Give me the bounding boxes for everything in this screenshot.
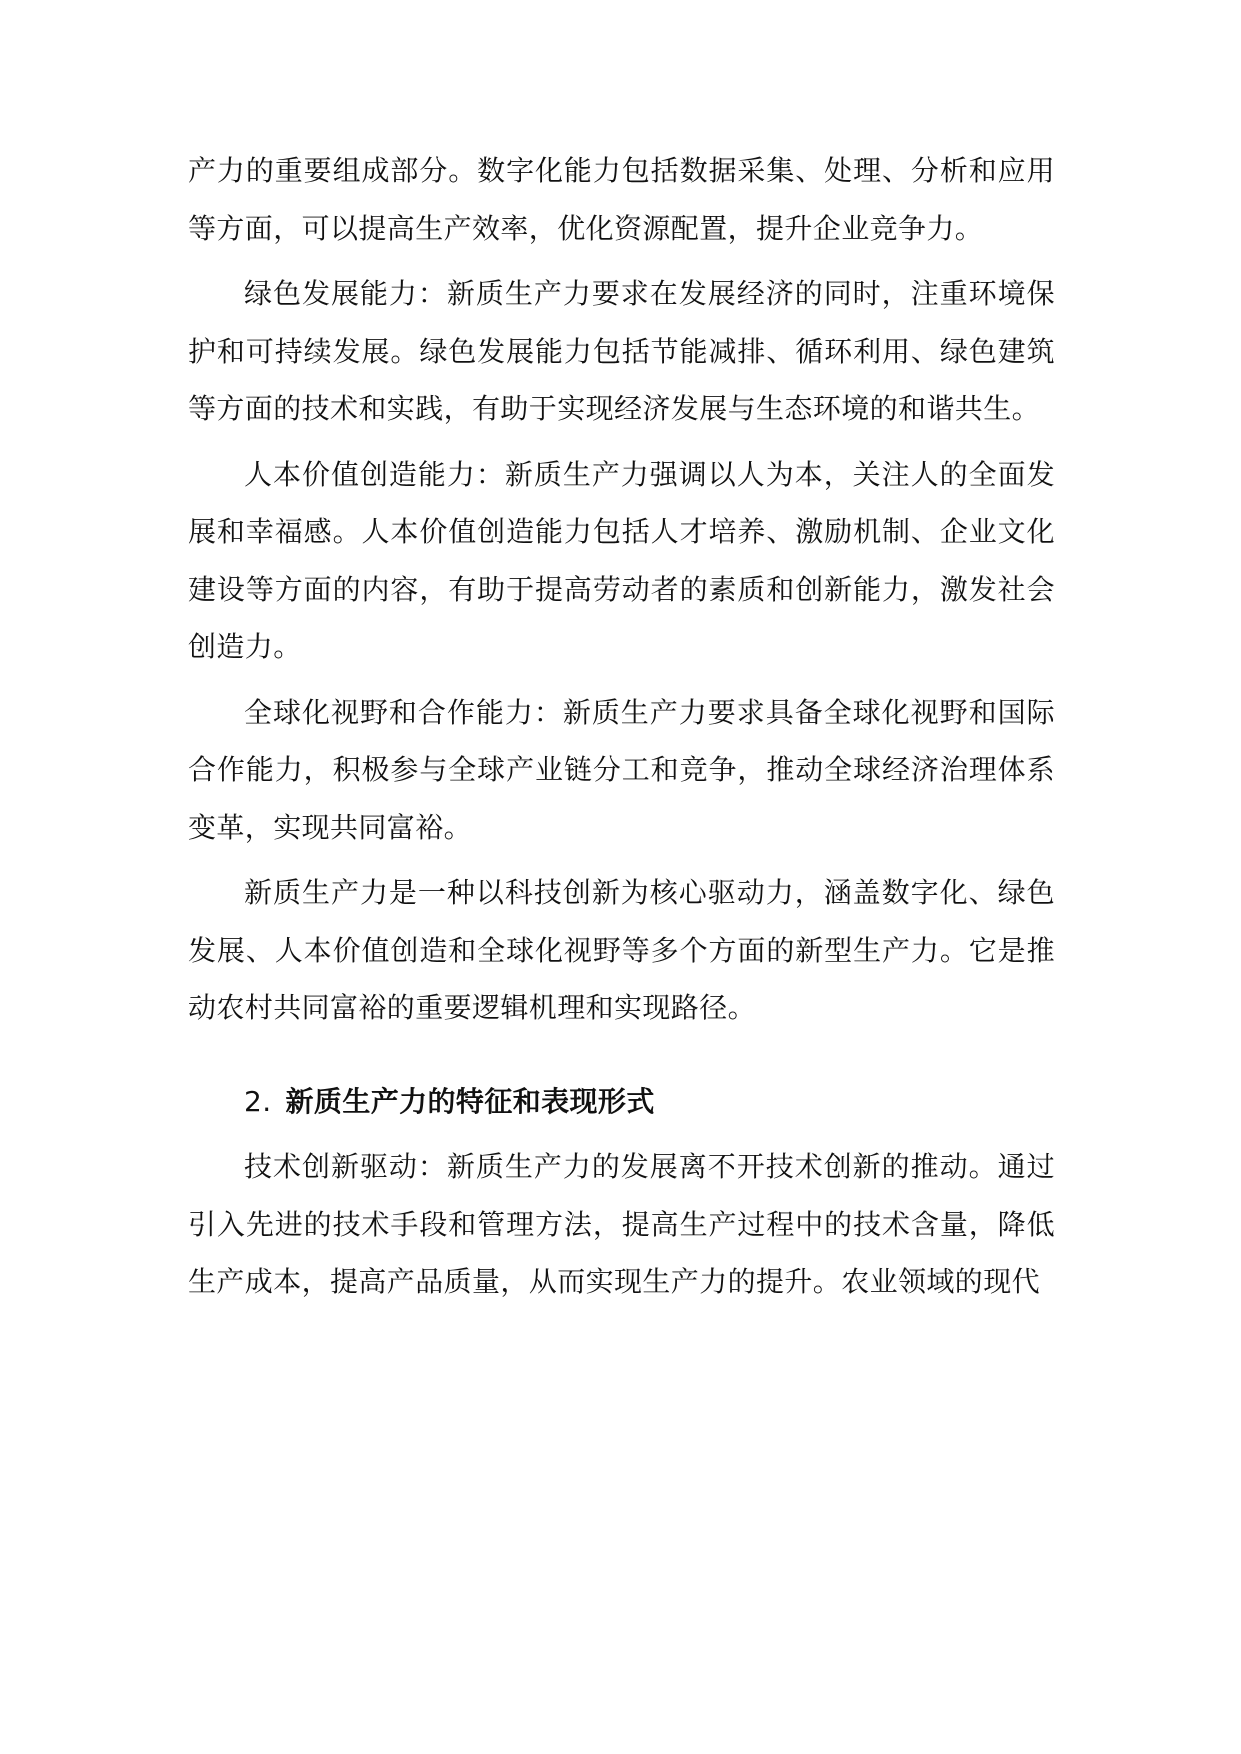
- paragraph-digital-capability: 产力的重要组成部分。数字化能力包括数据采集、处理、分析和应用等方面，可以提高生产效率，优化资源配置，提升企业竞争力。: [188, 154, 1055, 245]
- document-page: [188, 142, 1055, 1311]
- paragraph-global-vision: 全球化视野和合作能力：新质生产力要求具备全球化视野和国际合作能力，积极参与全球产业链分工和竞争，推动全球经济治理体系变革，实现共同富裕。: [188, 695, 1055, 844]
- paragraph-human-value: 人本价值创造能力：新质生产力强调以人为本，关注人的全面发展和幸福感。人本价值创造能力包括人才培养、激励机制、企业文化建设等方面的内容，有助于提高劳动者的素质和创新能力，激发社会创造力。: [188, 457, 1055, 663]
- paragraph-green-development: 绿色发展能力：新质生产力要求在发展经济的同时，注重环境保护和可持续发展。绿色发展能力包括节能减排、循环利用、绿色建筑等方面的技术和实践，有助于实现经济发展与生态环境的和谐共生。: [188, 277, 1055, 425]
- section-number: 2.: [244, 1084, 272, 1118]
- section-title: 新质生产力的特征和表现形式: [285, 1084, 655, 1118]
- paragraph-tech-innovation: 技术创新驱动：新质生产力的发展离不开技术创新的推动。通过引入先进的技术手段和管理方法，提高生产过程中的技术含量，降低生产成本，提高产品质量，从而实现生产力的提升。农业领域的现代: [188, 1150, 1055, 1298]
- paragraph-summary: 新质生产力是一种以科技创新为核心驱动力，涵盖数字化、绿色发展、人本价值创造和全球化视野等多个方面的新型生产力。它是推动农村共同富裕的重要逻辑机理和实现路径。: [188, 876, 1055, 1024]
- section-heading: [188, 1073, 1055, 1131]
